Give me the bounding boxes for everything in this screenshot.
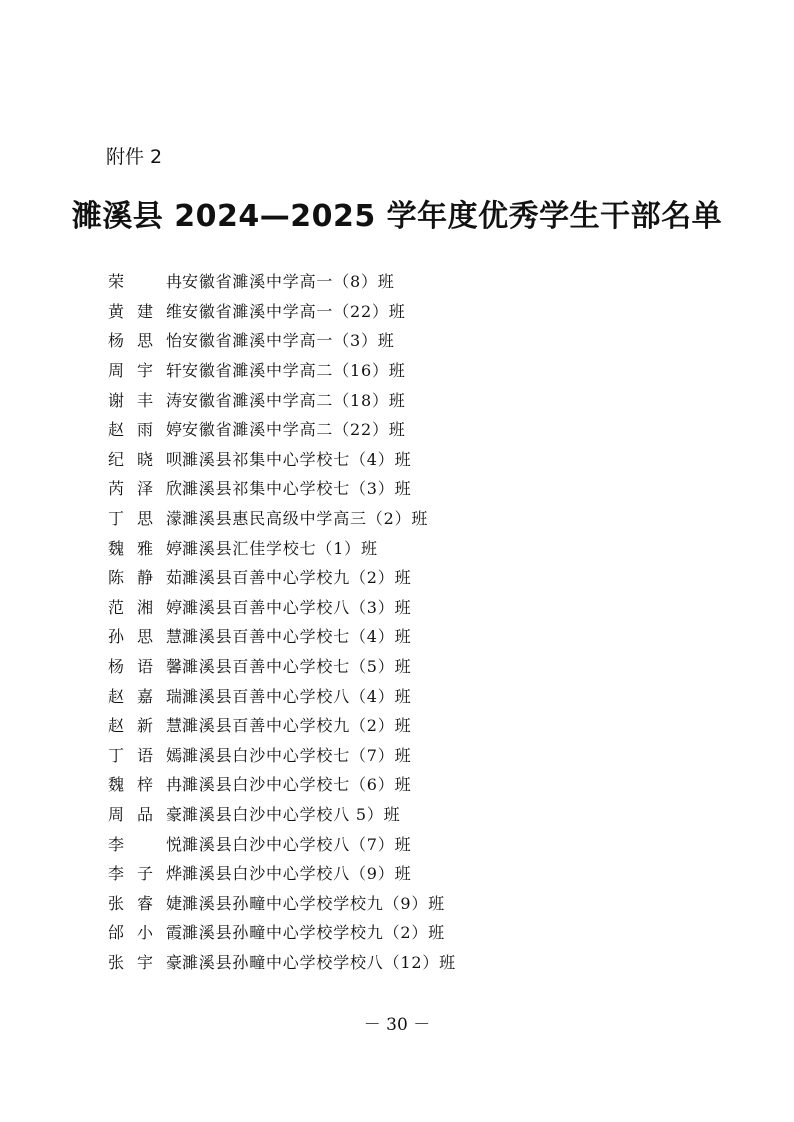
list-item xyxy=(108,592,456,622)
list-item xyxy=(108,710,456,740)
student-class: 濉溪县白沙中心学校八 5）班 xyxy=(182,804,401,824)
student-name: 陈静茹 xyxy=(108,568,182,588)
list-item xyxy=(108,473,456,503)
list-item xyxy=(108,532,456,562)
attachment-label: 附件 2 xyxy=(106,146,163,168)
list-item xyxy=(108,414,456,444)
list-item xyxy=(108,947,456,977)
student-class: 濉溪县白沙中心学校七（7）班 xyxy=(182,745,412,765)
student-name: 杨语馨 xyxy=(108,657,182,677)
student-class: 安徽省濉溪中学高二（18）班 xyxy=(182,390,406,410)
student-class: 濉溪县白沙中心学校八（7）班 xyxy=(182,834,412,854)
document-title: 濉溪县 2024—2025 学年度优秀学生干部名单 xyxy=(71,199,723,234)
student-name: 杨思怡 xyxy=(108,331,182,351)
student-name: 李 悦 xyxy=(108,834,182,854)
student-name: 丁思濛 xyxy=(108,509,182,529)
student-class: 安徽省濉溪中学高一（8）班 xyxy=(182,272,395,292)
student-class: 濉溪县百善中心学校七（5）班 xyxy=(182,657,412,677)
student-class: 濉溪县白沙中心学校八（9）班 xyxy=(182,864,412,884)
list-item xyxy=(108,651,456,681)
student-name: 张睿婕 xyxy=(108,893,182,913)
student-class: 濉溪县百善中心学校七（4）班 xyxy=(182,627,412,647)
student-class: 濉溪县汇佳学校七（1）班 xyxy=(182,538,378,558)
student-class: 濉溪县百善中心学校八（4）班 xyxy=(182,686,412,706)
student-class: 濉溪县百善中心学校九（2）班 xyxy=(182,716,412,736)
student-name: 荣 冉 xyxy=(108,272,182,292)
list-item xyxy=(108,562,456,592)
list-item xyxy=(108,296,456,326)
list-item xyxy=(108,917,456,947)
student-class: 濉溪县祁集中心学校七（4）班 xyxy=(182,449,412,469)
student-class: 濉溪县祁集中心学校七（3）班 xyxy=(182,479,412,499)
student-name: 谢丰涛 xyxy=(108,390,182,410)
student-class: 安徽省濉溪中学高一（3）班 xyxy=(182,331,395,351)
student-name: 邰小霞 xyxy=(108,923,182,943)
student-class: 濉溪县惠民高级中学高三（2）班 xyxy=(182,509,429,529)
list-item xyxy=(108,887,456,917)
list-item xyxy=(108,266,456,296)
student-class: 濉溪县百善中心学校九（2）班 xyxy=(182,568,412,588)
list-item xyxy=(108,740,456,770)
student-name: 魏梓冉 xyxy=(108,775,182,795)
list-item xyxy=(108,858,456,888)
list-item xyxy=(108,799,456,829)
student-name: 芮泽欣 xyxy=(108,479,182,499)
student-class: 濉溪县孙疃中心学校学校九（9）班 xyxy=(182,893,445,913)
list-item xyxy=(108,503,456,533)
student-name: 张宇豪 xyxy=(108,952,182,972)
list-item xyxy=(108,680,456,710)
student-class: 濉溪县孙疃中心学校学校八（12）班 xyxy=(182,952,456,972)
student-class: 安徽省濉溪中学高二（22）班 xyxy=(182,420,406,440)
student-name: 黄建维 xyxy=(108,301,182,321)
list-item xyxy=(108,325,456,355)
student-class: 安徽省濉溪中学高一（22）班 xyxy=(182,301,406,321)
list-item xyxy=(108,828,456,858)
student-name: 赵新慧 xyxy=(108,716,182,736)
list-item xyxy=(108,621,456,651)
student-name: 周品豪 xyxy=(108,804,182,824)
list-item xyxy=(108,355,456,385)
student-name: 周宇轩 xyxy=(108,361,182,381)
student-name: 纪晓呗 xyxy=(108,449,182,469)
student-list xyxy=(108,266,456,976)
student-name: 范湘婷 xyxy=(108,597,182,617)
student-class: 安徽省濉溪中学高二（16）班 xyxy=(182,361,406,381)
list-item xyxy=(108,384,456,414)
student-name: 赵嘉瑞 xyxy=(108,686,182,706)
student-name: 孙思慧 xyxy=(108,627,182,647)
student-name: 赵雨婷 xyxy=(108,420,182,440)
list-item xyxy=(108,769,456,799)
student-name: 魏雅婷 xyxy=(108,538,182,558)
list-item xyxy=(108,444,456,474)
student-class: 濉溪县孙疃中心学校学校九（2）班 xyxy=(182,923,445,943)
student-name: 丁语嫣 xyxy=(108,745,182,765)
page-number: － 30 － xyxy=(363,1015,431,1035)
student-class: 濉溪县白沙中心学校七（6）班 xyxy=(182,775,412,795)
student-name: 李子烨 xyxy=(108,864,182,884)
student-class: 濉溪县百善中心学校八（3）班 xyxy=(182,597,412,617)
